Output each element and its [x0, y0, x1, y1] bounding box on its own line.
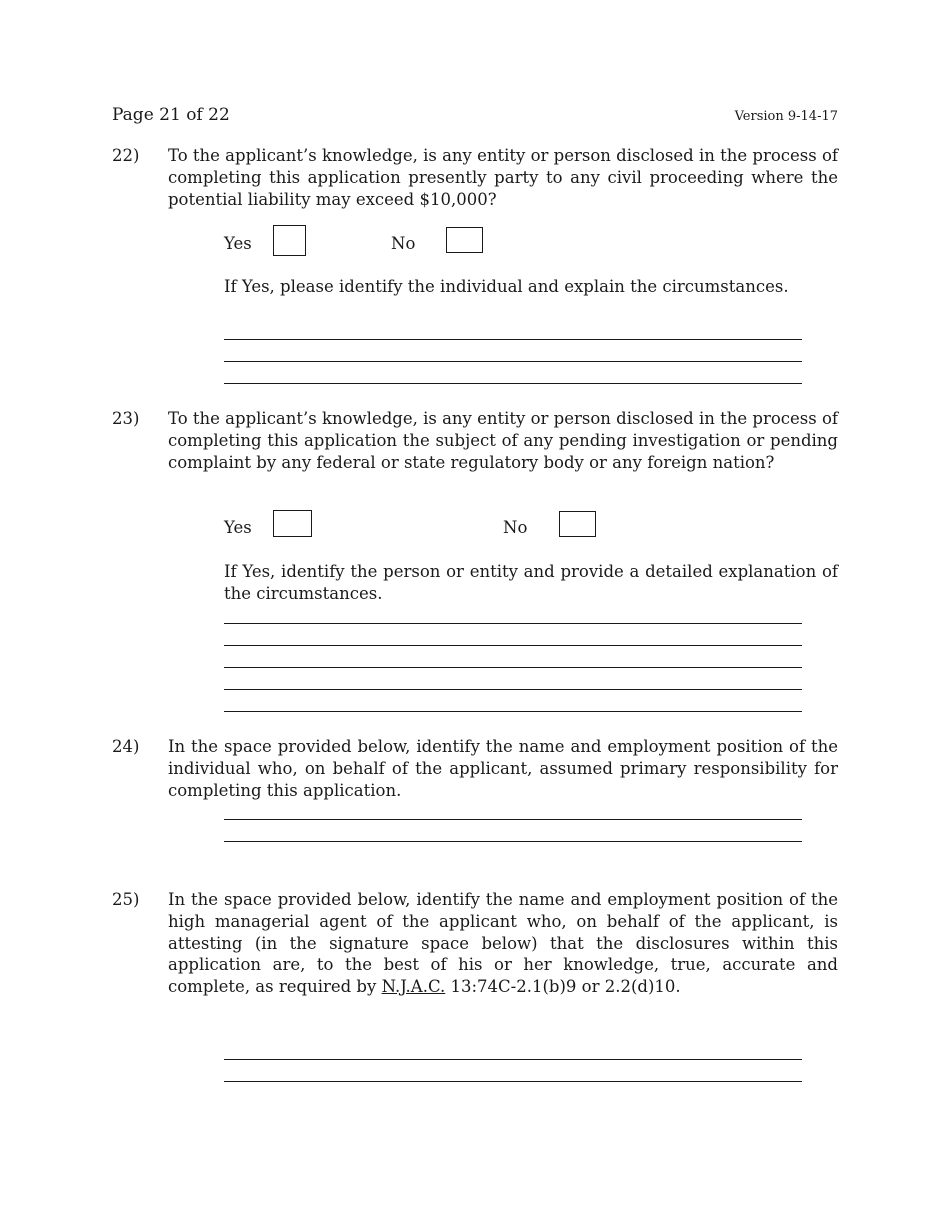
question-22-text: To the applicant’s knowledge, is any entity or person disclosed in the process of completing this application presently party to any civil proceeding where the potential liability may exceed $10,000?	[168, 146, 838, 209]
question-23	[112, 408, 838, 473]
q25-text-after: 13:74C-2.1(b)9 or 2.2(d)10.	[450, 977, 681, 997]
q23-answer-line[interactable]	[224, 623, 802, 624]
q22-answer-line[interactable]	[224, 339, 802, 340]
question-25-number: 25)	[112, 890, 140, 909]
page-number: Page 21 of 22	[112, 105, 230, 125]
q23-answer-line[interactable]	[224, 667, 802, 668]
question-22	[112, 145, 838, 210]
q25-answer-line[interactable]	[224, 1059, 802, 1060]
q22-no-label: No	[391, 234, 416, 253]
q23-no-checkbox[interactable]	[559, 511, 596, 537]
q23-yes-label: Yes	[224, 518, 252, 537]
q22-no-checkbox[interactable]	[446, 227, 483, 253]
q23-no-label: No	[503, 518, 528, 537]
q22-answer-line[interactable]	[224, 361, 802, 362]
question-23-text: To the applicant’s knowledge, is any entity or person disclosed in the process of completing this application the subject of any pending investigation or pending complaint by any federal or state regulatory body or any foreign nation?	[168, 409, 838, 472]
q22-yes-checkbox[interactable]	[273, 225, 306, 256]
q22-yes-label: Yes	[224, 234, 252, 253]
q23-yes-checkbox[interactable]	[273, 510, 312, 537]
q23-answer-line[interactable]	[224, 645, 802, 646]
q24-answer-line[interactable]	[224, 819, 802, 820]
q25-answer-line[interactable]	[224, 1081, 802, 1082]
njac-citation: N.J.A.C.	[381, 977, 446, 997]
question-24	[112, 736, 838, 801]
q23-answer-line[interactable]	[224, 689, 802, 690]
question-24-text: In the space provided below, identify the name and employment position of the individual who, on behalf of the applicant, assumed primary responsibility for completing this application.	[168, 737, 838, 800]
q22-answer-line[interactable]	[224, 383, 802, 384]
question-23-number: 23)	[112, 409, 140, 428]
question-22-number: 22)	[112, 146, 140, 165]
q23-answer-line[interactable]	[224, 711, 802, 712]
question-24-number: 24)	[112, 737, 140, 756]
q25-text-before: In the space provided below, identify the name and employment position of the high managerial agent of the applicant who, on behalf of the applicant, is attesting (in the signature space below) that the disclosures within this application are, to the best of his or her knowledge, true, accurate and complete, as required by	[168, 890, 838, 997]
question-25	[112, 889, 838, 998]
question-25-text	[168, 889, 838, 998]
q22-followup-text: If Yes, please identify the individual and explain the circumstances.	[224, 277, 789, 296]
q24-answer-line[interactable]	[224, 841, 802, 842]
q23-followup-text: If Yes, identify the person or entity and provide a detailed explanation of the circumstances.	[224, 562, 838, 603]
version-label: Version 9-14-17	[734, 109, 838, 124]
